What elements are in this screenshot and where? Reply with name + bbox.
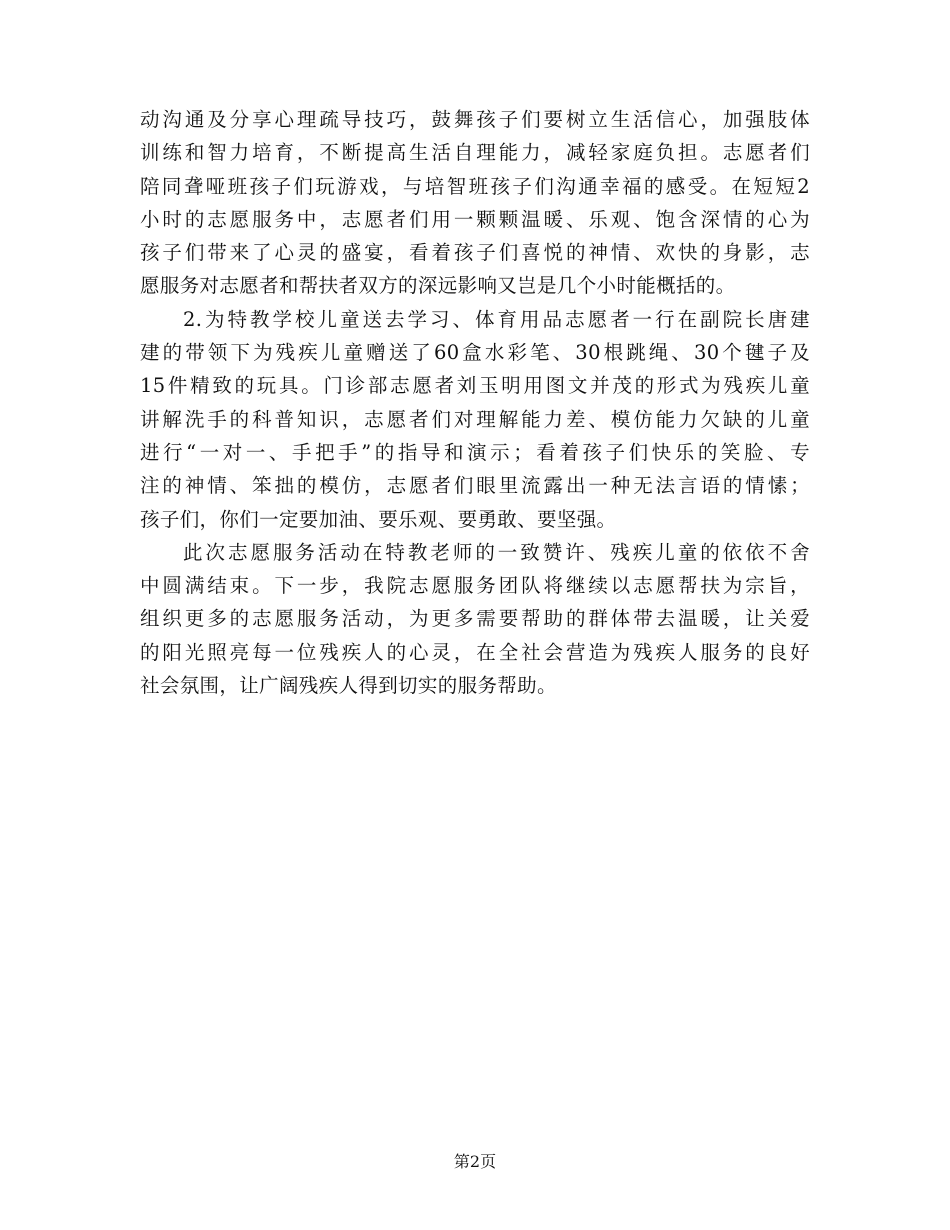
paragraph-line: 社会氛围，让广阔残疾人得到切实的服务帮助。 [140,674,557,698]
paragraph-line: 此次志愿服务活动在特教老师的一致赞许、残疾儿童的依依不舍 [183,540,810,564]
paragraph-1 [140,103,810,303]
paragraph-line: 15件精致的玩具。门诊部志愿者刘玉明用图文并茂的形式为残疾儿童 [140,374,810,398]
paragraph-line: 进行“一对一、手把手”的指导和演示；看着孩子们快乐的笑脸、专 [140,440,810,464]
paragraph-line: 陪同聋哑班孩子们玩游戏，与培智班孩子们沟通幸福的感受。在短短2 [140,174,810,198]
paragraph-line: 建的带领下为残疾儿童赠送了60盒水彩笔、30根跳绳、30个毽子及 [140,341,810,365]
paragraph-line: 小时的志愿服务中，志愿者们用一颗颗温暖、乐观、饱含深情的心为 [140,207,810,231]
paragraph-line: 讲解洗手的科普知识，志愿者们对理解能力差、模仿能力欠缺的儿童 [140,407,810,431]
paragraph-line: 孩子们，你们一定要加油、要乐观、要勇敢、要坚强。 [140,507,617,531]
paragraph-2 [140,303,810,536]
paragraph-line: 训练和智力培育，不断提高生活自理能力，减轻家庭负担。志愿者们 [140,141,810,165]
paragraph-line: 注的神情、笨拙的模仿，志愿者们眼里流露出一种无法言语的情愫； [140,474,810,498]
paragraph-line: 中圆满结束。下一步，我院志愿服务团队将继续以志愿帮扶为宗旨， [140,574,810,598]
paragraph-line: 组织更多的志愿服务活动，为更多需要帮助的群体带去温暖，让关爱 [140,607,810,631]
paragraph-line: 愿服务对志愿者和帮扶者双方的深远影响又岂是几个小时能概括的。 [140,274,736,298]
paragraph-line: 2.为特教学校儿童送去学习、体育用品志愿者一行在副院长唐建 [183,307,810,331]
paragraph-line: 孩子们带来了心灵的盛宴，看着孩子们喜悦的神情、欢快的身影，志 [140,241,810,265]
paragraph-3 [140,536,810,702]
document-body [140,103,810,702]
paragraph-line: 动沟通及分享心理疏导技巧，鼓舞孩子们要树立生活信心，加强肢体 [140,108,810,131]
page-number: 第2页 [453,1152,497,1171]
paragraph-line: 的阳光照亮每一位残疾人的心灵，在全社会营造为残疾人服务的良好 [140,640,810,664]
